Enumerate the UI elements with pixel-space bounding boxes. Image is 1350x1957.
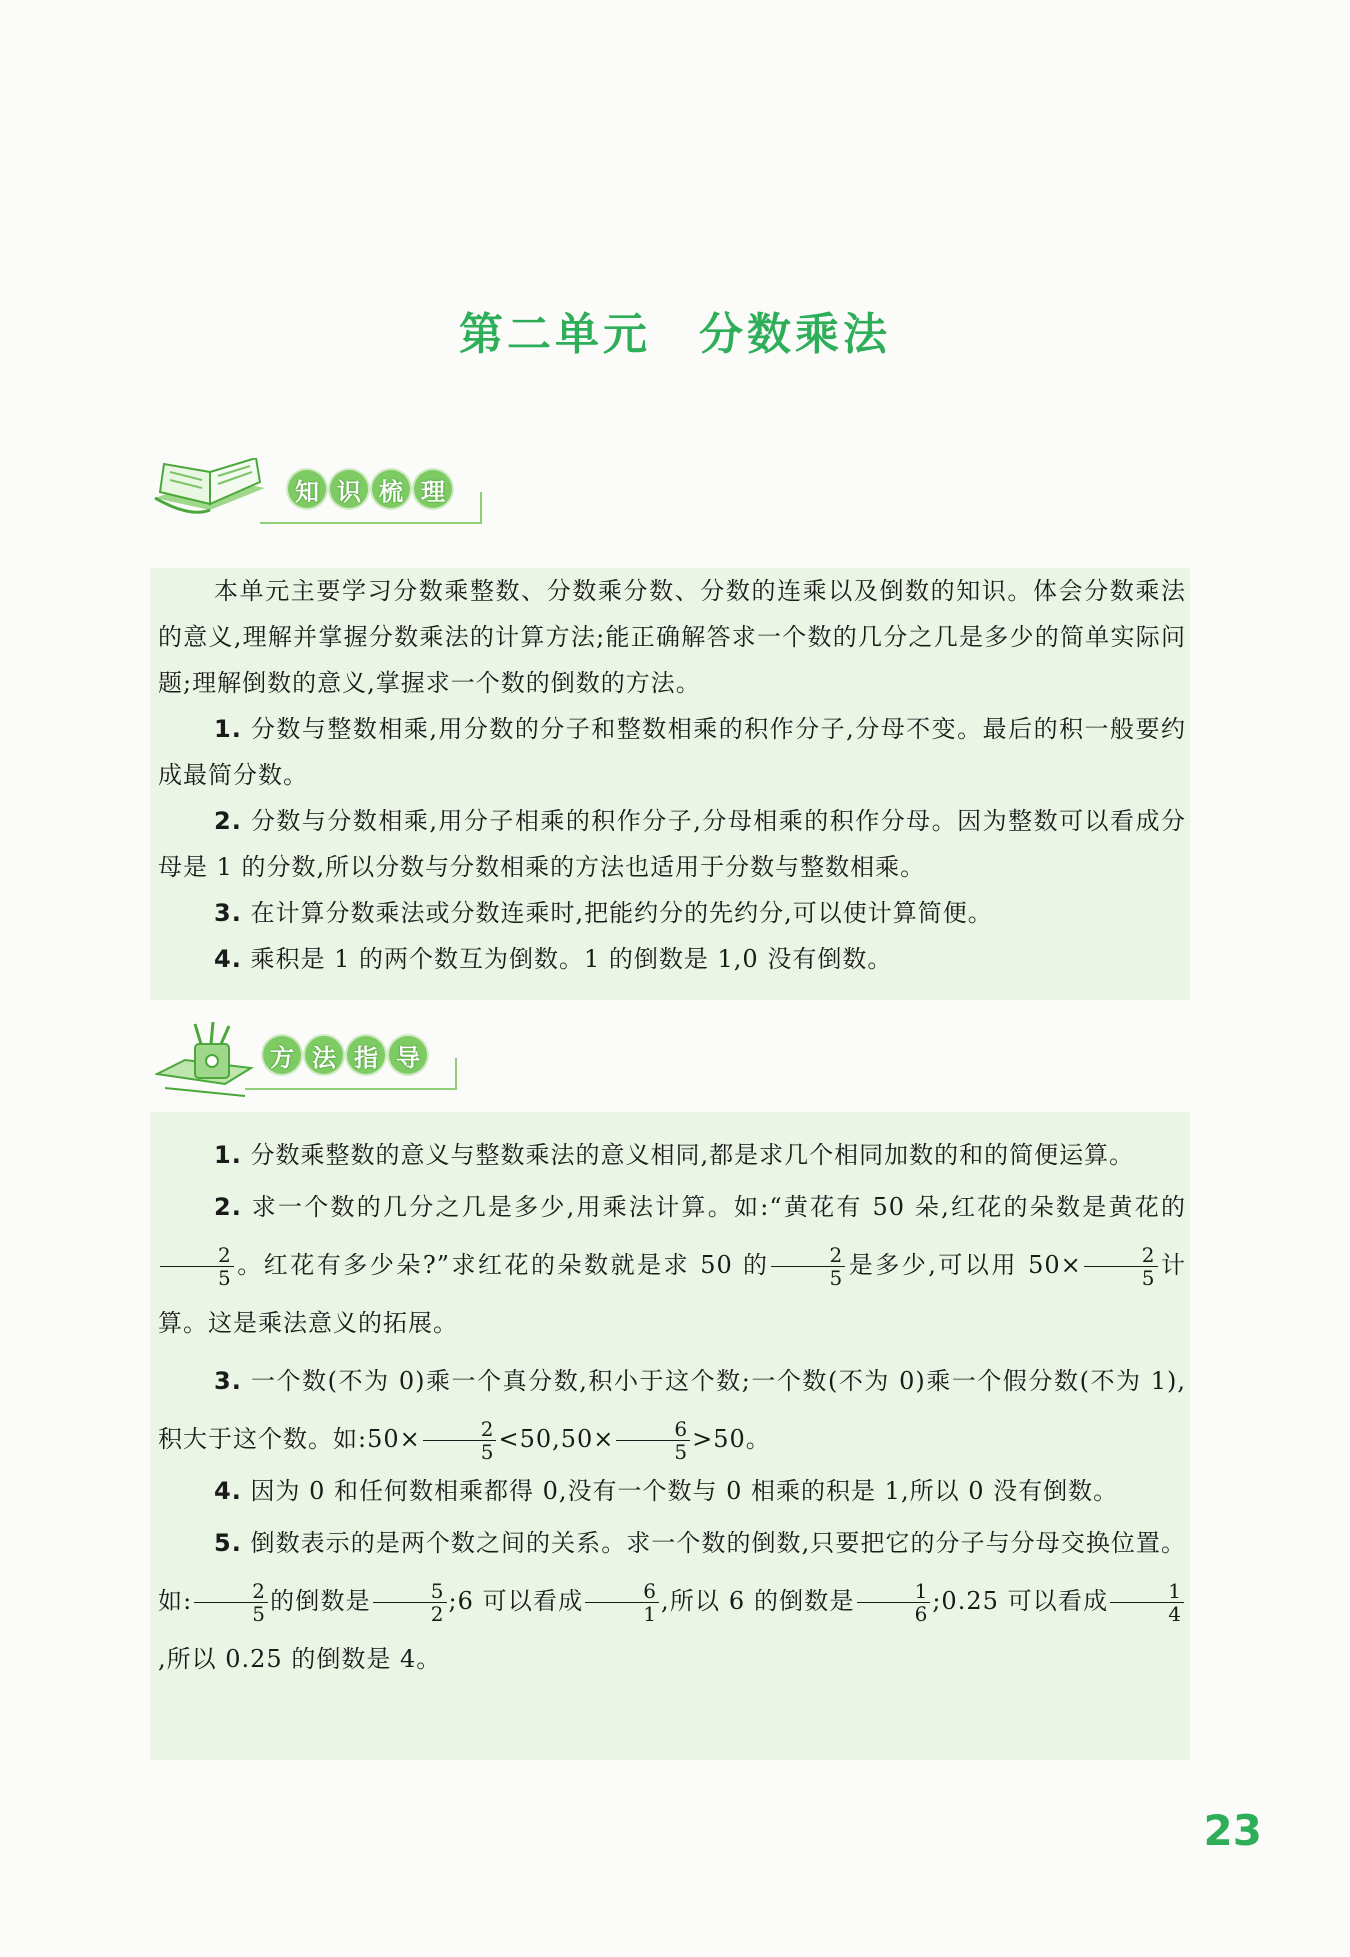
- fraction: $\frac{1}{4}$: [1110, 1580, 1184, 1625]
- list-item: 1. 分数与整数相乘,用分数的分子和整数相乘的积作分子,分母不变。最后的积一般要约成最简分数。: [158, 715, 1186, 789]
- fraction: $\frac{5}{2}$: [373, 1580, 447, 1625]
- fraction: $\frac{6}{1}$: [585, 1580, 659, 1625]
- pencil-cup-icon: [155, 1022, 255, 1102]
- badge-char: 理: [414, 470, 452, 508]
- fraction: $\frac{2}{5}$: [160, 1244, 234, 1289]
- list-item: 4. 乘积是 1 的两个数互为倒数。1 的倒数是 1,0 没有倒数。: [214, 945, 893, 973]
- open-book-icon: [150, 458, 270, 528]
- method-text: [158, 1132, 1186, 1688]
- list-item: 3. 一个数(不为 0)乘一个真分数,积小于这个数;一个数(不为 0)乘一个假分数(不为 1),积大于这个数。如:50× $\frac{2}{5}$ <50,50× $\frac{6}{5}$ >50。: [158, 1367, 1187, 1464]
- fraction: $\frac{6}{5}$: [616, 1418, 690, 1463]
- fraction: $\frac{2}{5}$: [1084, 1244, 1158, 1289]
- section-header-method: [155, 1022, 455, 1092]
- badge-char: 知: [288, 470, 326, 508]
- list-item: 1. 分数乘整数的意义与整数乘法的意义相同,都是求几个相同加数的和的简便运算。: [214, 1141, 1135, 1169]
- list-item: 4. 因为 0 和任何数相乘都得 0,没有一个数与 0 相乘的积是 1,所以 0 没有倒数。: [214, 1477, 1119, 1505]
- badge-char: 方: [263, 1036, 301, 1074]
- section-header-knowledge: [150, 458, 480, 528]
- badge-char: 指: [347, 1036, 385, 1074]
- fraction: $\frac{2}{5}$: [194, 1580, 268, 1625]
- badge-char: 梳: [372, 470, 410, 508]
- list-item: 5. 倒数表示的是两个数之间的关系。求一个数的倒数,只要把它的分子与分母交换位置。如: $\frac{2}{5}$ 的倒数是 $\frac{5}{2}$ ;6 可以看成 $\frac{6}{1}$ ,所以 6 的倒数是 $\frac{1}{6}$ ;0.25 可以看成 $\frac{1}{4}$ ,所以 0.25 的倒数是 4。: [158, 1529, 1186, 1673]
- page-number: 23: [1203, 1806, 1262, 1855]
- fraction: $\frac{2}{5}$: [423, 1418, 497, 1463]
- list-item: 2. 分数与分数相乘,用分子相乘的积作分子,分母相乘的积作分母。因为整数可以看成分母是 1 的分数,所以分数与分数相乘的方法也适用于分数与整数相乘。: [158, 807, 1186, 881]
- fraction: $\frac{1}{6}$: [857, 1580, 931, 1625]
- unit-label: 第二单元: [459, 309, 651, 360]
- badge-char: 导: [389, 1036, 427, 1074]
- list-item: 3. 在计算分数乘法或分数连乘时,把能约分的先约分,可以使计算简便。: [214, 899, 993, 927]
- fraction: $\frac{2}{5}$: [771, 1244, 845, 1289]
- badge-char: 法: [305, 1036, 343, 1074]
- header-underline: [245, 1058, 457, 1090]
- unit-topic: 分数乘法: [699, 309, 891, 360]
- page-title: [0, 298, 1350, 362]
- list-item: 2. 求一个数的几分之几是多少,用乘法计算。如:“黄花有 50 朵,红花的朵数是黄花的 $\frac{2}{5}$ 。红花有多少朵?”求红花的朵数就是求 50 的 $\frac{2}{5}$ 是多少,可以用 50× $\frac{2}{5}$ 计算。这是乘法意义的拓展。: [158, 1193, 1187, 1337]
- knowledge-text: [158, 568, 1186, 982]
- header-underline: [260, 492, 482, 524]
- intro-paragraph: 本单元主要学习分数乘整数、分数乘分数、分数的连乘以及倒数的知识。体会分数乘法的意义,理解并掌握分数乘法的计算方法;能正确解答求一个数的几分之几是多少的简单实际问题;理解倒数的意义,掌握求一个数的倒数的方法。: [158, 577, 1186, 697]
- badge-char: 识: [330, 470, 368, 508]
